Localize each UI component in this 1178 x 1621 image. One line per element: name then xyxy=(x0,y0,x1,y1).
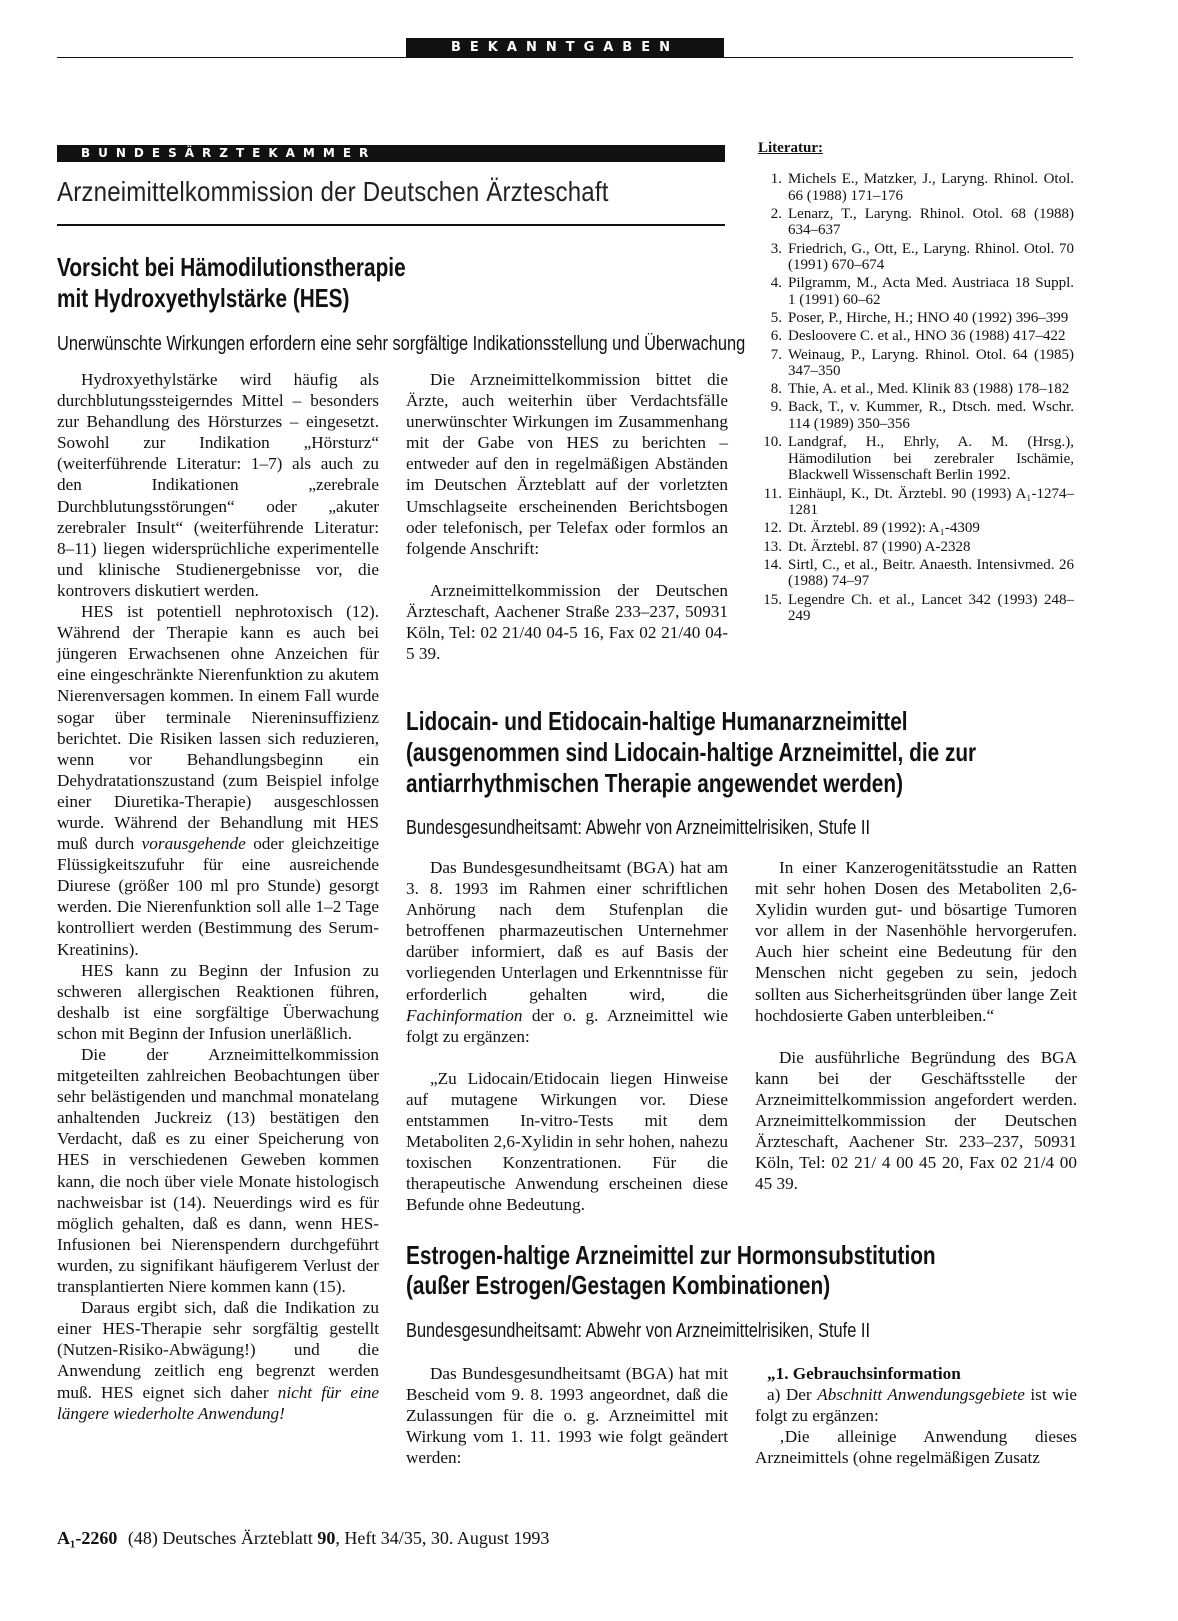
article3-column1 xyxy=(406,1363,728,1468)
literature-item xyxy=(758,557,1074,590)
literature-number: 15. xyxy=(763,591,782,608)
literature-text: Landgraf, H., Ehrly, A. M. (Hrsg.), Hämodilution bei zerebraler Ischämie, Blackwell Wissenschaft Berlin 1992. xyxy=(788,434,1074,484)
section-bar xyxy=(406,38,724,58)
org-bar xyxy=(57,145,725,162)
literature-number: 9. xyxy=(770,399,782,416)
article2-title-line1: Lidocain- und Etidocain-haltige Humanarzneimittel xyxy=(406,706,908,736)
literature-item xyxy=(758,520,1074,537)
literature-item xyxy=(758,171,1074,204)
article2-column2 xyxy=(755,857,1077,1194)
article1-title-line1: Vorsicht bei Hämodilutionstherapie xyxy=(57,252,406,282)
literature-item xyxy=(758,241,1074,274)
footer-journal: (48) Deutsches Ärzteblatt xyxy=(127,1528,313,1548)
article3-section-head: „1. Gebrauchsinformation xyxy=(767,1364,961,1383)
article1-subtitle: Unerwünschte Wirkungen erfordern eine sehr sorgfältige Indikationsstellung und Überwachung xyxy=(57,333,746,355)
literature-item xyxy=(758,399,1074,432)
literature-text: Poser, P., Hirche, H.; HNO 40 (1992) 396–399 xyxy=(788,310,1069,327)
literature-number: 2. xyxy=(770,205,782,222)
literature-text: Weinaug, P., Laryng. Rhinol. Otol. 64 (1985) 347–350 xyxy=(788,346,1074,380)
literature-text: Friedrich, G., Ott, E., Laryng. Rhinol. Otol. 70 (1991) 670–674 xyxy=(788,240,1074,274)
article1-paragraph: Hydroxyethylstärke wird häufig als durchblutungssteigerndes Mittel – besonders zur Behandlung des Hörsturzes – eingesetzt. Sowohl zur Indikation „Hörsturz“ (weiterführende Literatur: 1–7) als auch zu den Indikationen „zerebrale Durchblutungsstörungen“ oder „akuter zerebraler Insult“ (weiterführende Literatur: 8–11) liegen widersprüchliche experimentelle und klinische Studienergebnisse vor, die kontrovers diskutiert werden. xyxy=(57,370,379,600)
literature-text: Legendre Ch. et al., Lancet 342 (1993) 248–249 xyxy=(788,591,1074,625)
article2-quote: „Zu Lidocain/Etidocain liegen Hinweise auf mutagene Wirkungen vor. Diese entstammen In-vitro-Tests mit dem Metaboliten 2,6-Xylidin in sehr hohen, nahezu toxischen Konzentrationen. Für die therapeutische Anwendung erscheinen diese Befunde ohne Bedeutung. xyxy=(406,1068,728,1215)
literature-item xyxy=(758,206,1074,239)
article1-paragraph: Die der Arzneimittelkommission mitgeteilten zahlreichen Beobachtungen über sehr belästigenden und manchmal monatelang anhaltenden Juckreiz (13) bestätigen den Verdacht, daß es zu einer Speicherung von HES in verschiedenen Geweben kommen kann, die noch über viele Monate histologisch nachweisbar ist (14). Neuerdings wird es für möglich gehalten, daß es dann, wenn HES-Infusionen bei Nierenspendern durchgeführt wurden, zu signifikant häufigerem Verlust der transplantierten Niere kommen kann (15). xyxy=(57,1045,379,1297)
literature-text: Lenarz, T., Laryng. Rhinol. Otol. 68 (1988) 634–637 xyxy=(788,205,1074,239)
article1-paragraph: HES ist potentiell nephrotoxisch (12). Während der Therapie kann es auch bei jüngeren Erwachsenen ohne Anzeichen für eine eingeschränkte Nierenfunktion zu akutem Nierenversagen kommen. In einem Fall wurde sogar über terminale Niereninsuffizienz berichtet. Die Risiken lassen sich reduzieren, wenn vor Behandlungsbeginn ein Dehydratationszustand (zum Beispiel infolge einer Diuretika-Therapie) ausgeschlossen wurde. Während der Behandlung mit HES muß durch vorausgehende oder gleichzeitige Flüssigkeitszufuhr für eine ausreichende Diurese (größer 100 ml pro Stunde) gesorgt werden. Die Nierenfunktion soll alle 1–2 Tage kontrolliert werden (Bestimmung des Serum-Kreatinins). xyxy=(57,602,380,959)
literature-item xyxy=(758,381,1074,398)
literature-number: 13. xyxy=(763,538,782,555)
article1-paragraph: Daraus ergibt sich, daß die Indikation zu einer HES-Therapie sehr sorgfältig gestellt (Nutzen-Risiko-Abwägung!) und die Anwendung zeitlich eng begrenzt werden muß. HES eignet sich daher nicht für eine längere wiederholte Anwendung! xyxy=(57,1298,379,1423)
article3-title-line2: (außer Estrogen/Gestagen Kombinationen) xyxy=(406,1270,831,1300)
article3-title-line1: Estrogen-haltige Arzneimittel zur Hormonsubstitution xyxy=(406,1240,936,1270)
article3-paragraph: Das Bundesgesundheitsamt (BGA) hat mit Bescheid vom 9. 8. 1993 angeordnet, daß die Zulassungen für die o. g. Arzneimittel mit Wirkung vom 1. 11. 1993 wie folgt geändert werden: xyxy=(406,1364,728,1468)
literature-block xyxy=(758,140,1074,626)
literature-number: 8. xyxy=(770,381,782,398)
literature-item xyxy=(758,486,1074,519)
literature-item xyxy=(758,347,1074,380)
literature-number: 1. xyxy=(770,171,782,187)
article2-title-line3: antiarrhythmischen Therapie angewendet werden) xyxy=(406,768,904,798)
article3-column2 xyxy=(755,1363,1077,1468)
literature-text: Dt. Ärztebl. 89 (1992): A₁-4309 xyxy=(788,520,980,537)
literature-number: 7. xyxy=(770,346,782,363)
literature-text: Thie, A. et al., Med. Klinik 83 (1988) 178–182 xyxy=(788,381,1070,398)
literature-number: 11. xyxy=(763,485,782,502)
literature-item xyxy=(758,275,1074,308)
commission-title: Arzneimittelkommission der Deutschen Ärzteschaft xyxy=(57,176,609,207)
org-title: BUNDESÄRZTEKAMMER xyxy=(81,146,377,160)
literature-number: 12. xyxy=(763,520,782,537)
literature-text: Back, T., v. Kummer, R., Dtsch. med. Wschr. 114 (1989) 350–356 xyxy=(788,399,1074,433)
literature-heading: Literatur: xyxy=(758,140,823,156)
literature-number: 14. xyxy=(763,556,782,573)
article3-paragraph: a) Der Abschnitt Anwendungsgebiete ist wie folgt zu ergänzen: xyxy=(755,1385,1077,1426)
article3-subtitle: Bundesgesundheitsamt: Abwehr von Arzneimittelrisiken, Stufe II xyxy=(406,1320,871,1342)
article2-paragraph: Das Bundesgesundheitsamt (BGA) hat am 3. 8. 1993 im Rahmen einer schriftlichen Anhörung nach dem Stufenplan die betroffenen pharmazeutischen Unternehmer darüber informiert, daß es auf Basis der vorliegenden Unterlagen und Erkenntnisse für erforderlich gehalten wird, die Fachinformation der o. g. Arzneimittel wie folgt zu ergänzen: xyxy=(406,858,728,1046)
article2-title-line2: (ausgenommen sind Lidocain-haltige Arzneimittel, die zur xyxy=(406,737,977,767)
article1-paragraph: Die Arzneimittelkommission bittet die Ärzte, auch weiterhin über Verdachtsfälle unerwünschter Wirkungen im Zusammenhang mit der Gabe von HES zu berichten – entweder auf den in regelmäßigen Abständen im Deutschen Ärzteblatt auf der vorletzten Umschlagseite erscheinenden Berichtsbogen oder telefonisch, per Telefax oder formlos an folgende Anschrift: xyxy=(406,370,728,558)
literature-number: 6. xyxy=(770,328,782,345)
literature-number: 10. xyxy=(763,434,782,451)
literature-item xyxy=(758,592,1074,625)
article1-address: Arzneimittelkommission der Deutschen Ärzteschaft, Aachener Straße 233–237, 50931 Köln, Tel: 02 21/40 04-5 16, Fax 02 21/40 04-5 39. xyxy=(406,580,728,664)
literature-list xyxy=(758,171,1074,625)
literature-item xyxy=(758,310,1074,327)
commission-rule xyxy=(57,224,725,226)
literature-number: 4. xyxy=(770,275,782,292)
literature-number: 3. xyxy=(770,240,782,257)
article1-title-line2: mit Hydroxyethylstärke (HES) xyxy=(57,283,350,313)
article1-column2 xyxy=(406,369,728,664)
article3-paragraph: ‚Die alleinige Anwendung dieses Arzneimittels (ohne regelmäßigen Zusatz xyxy=(755,1427,1077,1468)
literature-text: Pilgramm, M., Acta Med. Austriaca 18 Suppl. 1 (1991) 60–62 xyxy=(788,275,1074,308)
literature-text: Sirtl, C., et al., Beitr. Anaesth. Intensivmed. 26 (1988) 74–97 xyxy=(788,556,1074,590)
page-footer xyxy=(57,1528,549,1549)
footer-issue: , Heft 34/35, 30. August 1993 xyxy=(335,1528,550,1548)
literature-item xyxy=(758,434,1074,484)
article1-paragraph: HES kann zu Beginn der Infusion zu schweren allergischen Reaktionen führen, deshalb ist eine sorgfältige Überwachung schon mit Beginn der Infusion unerläßlich. xyxy=(57,960,379,1043)
article2-paragraph: In einer Kanzerogenitätsstudie an Ratten mit sehr hohen Dosen des Metaboliten 2,6-Xylidin wurden gut- und bösartige Tumoren vor allem in der Nasenhöhle hervorgerufen. Auch hier scheint eine Bedeutung für den Menschen nicht gegeben zu sein, jedoch sollten aus Sicherheitsgründen über lange Zeit hochdosierte Gaben unterbleiben.“ xyxy=(755,858,1077,1025)
literature-number: 5. xyxy=(770,310,782,327)
section-title: BEKANNTGABEN xyxy=(451,40,679,55)
literature-text: Desloovere C. et al., HNO 36 (1988) 417–422 xyxy=(788,328,1066,345)
literature-text: Dt. Ärztebl. 87 (1990) A-2328 xyxy=(788,538,971,555)
article2-subtitle: Bundesgesundheitsamt: Abwehr von Arzneimittelrisiken, Stufe II xyxy=(406,817,871,839)
literature-item xyxy=(758,328,1074,345)
literature-text: Einhäupl, K., Dt. Ärztebl. 90 (1993) A₁-1274–1281 xyxy=(788,485,1074,519)
literature-item xyxy=(758,539,1074,556)
article1-column1 xyxy=(57,369,379,1424)
article2-column1 xyxy=(406,857,728,1216)
literature-text: Michels E., Matzker, J., Laryng. Rhinol. Otol. 66 (1988) 171–176 xyxy=(788,171,1074,204)
footer-volume: 90 xyxy=(317,1528,336,1548)
page-code: A₁-2260 xyxy=(57,1528,118,1548)
article2-paragraph: Die ausführliche Begründung des BGA kann bei der Geschäftsstelle der Arzneimittelkommission angefordert werden. Arzneimittelkommission der Deutschen Ärzteschaft, Aachener Str. 233–237, 50931 Köln, Tel: 02 21/ 4 00 45 20, Fax 02 21/4 00 45 39. xyxy=(755,1047,1077,1194)
